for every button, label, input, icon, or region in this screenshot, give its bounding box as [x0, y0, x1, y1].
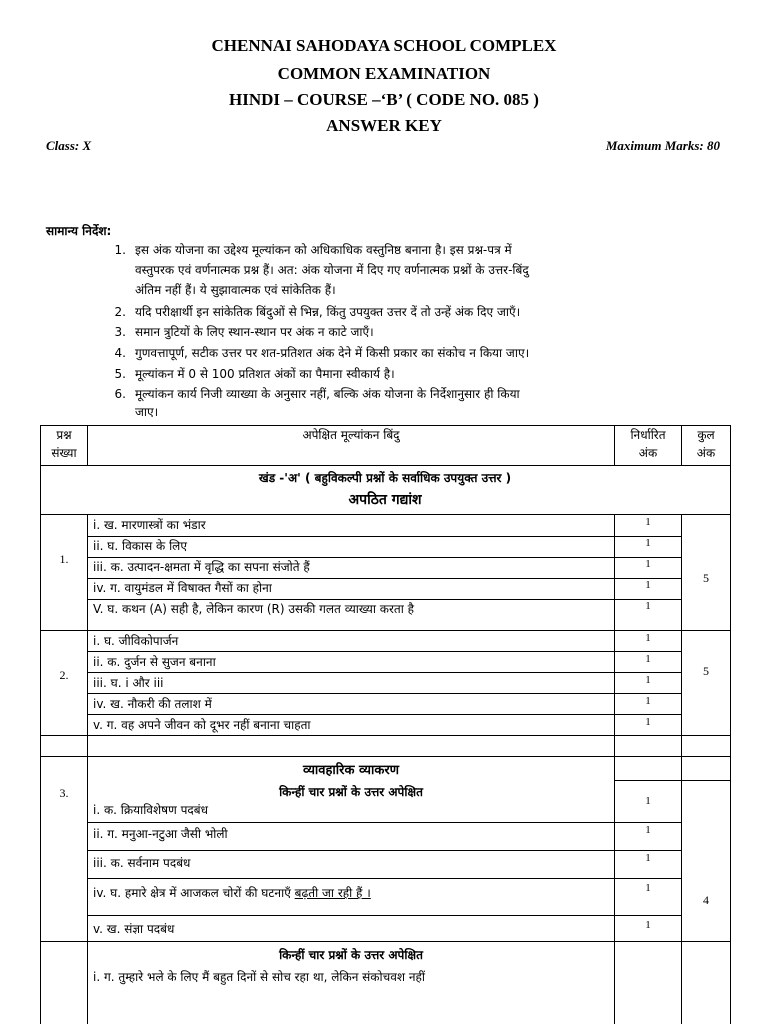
header-total-line1: कुल [697, 428, 715, 442]
header-question-line1: प्रश्न [56, 428, 72, 442]
header-assigned-marks [615, 428, 681, 461]
question-number-2: 2. [59, 668, 69, 682]
instruction-number: 4. [114, 346, 126, 360]
q2-total-marks: 5 [703, 664, 709, 678]
q3-mark: 1 [645, 882, 651, 894]
header-question-number [40, 428, 88, 461]
header-question-line2: संख्या [51, 446, 77, 460]
q1-mark: 1 [645, 579, 651, 591]
q2-answer-row: iii. घ. i और iii [93, 676, 164, 690]
max-marks-label: Maximum Marks: 80 [605, 138, 720, 153]
instruction-text: मूल्यांकन में 0 से 100 प्रतिशत अंकों का पैमाना स्वीकार्य है। [135, 367, 395, 381]
q3-instruction: किन्हीं चार प्रश्नों के उत्तर अपेक्षित [279, 785, 423, 799]
header-marks-line2: अंक [638, 446, 658, 460]
instruction-text: वस्तुपरक एवं वर्णनात्मक प्रश्न हैं। अत: अंक योजना में दिए गए वर्णनात्मक प्रश्नों के उत्तर-बिंदु [135, 263, 529, 277]
q2-mark: 1 [645, 674, 651, 686]
q3-mark: 1 [645, 852, 651, 864]
q3-mark: 1 [645, 795, 651, 807]
instruction-text: मूल्यांकन कार्य निजी व्याख्या के अनुसार नहीं, बल्कि अंक योजना के निर्देशानुसार ही किया [135, 387, 520, 401]
instruction-number: 3. [114, 325, 126, 339]
question-number-3: 3. [59, 786, 69, 800]
instruction-text: इस अंक योजना का उद्देश्य मूल्यांकन को अधिकाधिक वस्तुनिष्ठ बनाना है। इस प्रश्न-पत्र में [135, 243, 512, 257]
instruction-text: जाए। [135, 405, 159, 419]
q1-answer-row: V. घ. कथन (A) सही है, लेकिन कारण (R) उसकी गलत व्याख्या करता है [93, 602, 415, 616]
instruction-number: 2. [114, 305, 126, 319]
header-total-line2: अंक [696, 446, 716, 460]
instruction-number: 6. [114, 387, 126, 401]
q1-mark: 1 [645, 558, 651, 570]
q3-row-underlined-text: बढ़ती जा रही हैं । [294, 886, 371, 900]
q3-mark: 1 [645, 824, 651, 836]
header-marks-line1: निर्धारित [630, 428, 666, 442]
q1-answer-row: iv. ग. वायुमंडल में विषाक्त गैसों का होना [93, 581, 272, 595]
q3-row-text: iv. घ. हमारे क्षेत्र में आजकल चोरों की घटनाएँ [93, 886, 295, 900]
q3-answer-row: i. क. क्रियाविशेषण पदबंध [93, 803, 208, 817]
q2-answer-row: ii. क. दुर्जन से सुजन बनाना [93, 655, 216, 669]
q2-answer-row: v. ग. वह अपने जीवन को दूभर नहीं बनाना चाहता [93, 718, 311, 732]
section-a-title: खंड -'अ' ( बहुविकल्पी प्रश्नों के सर्वाधिक उपयुक्त उत्तर ) [258, 471, 512, 485]
answer-key-title: ANSWER KEY [326, 116, 442, 135]
header-total-marks [682, 428, 730, 461]
practical-grammar-title: व्यावहारिक व्याकरण [302, 763, 400, 778]
class-label: Class: X [46, 138, 92, 153]
q2-mark: 1 [645, 695, 651, 707]
general-instructions-title: सामान्य निर्देश: [46, 224, 112, 238]
q1-mark: 1 [645, 537, 651, 549]
q4-instruction: किन्हीं चार प्रश्नों के उत्तर अपेक्षित [279, 948, 423, 962]
instruction-text: गुणवत्तापूर्ण, सटीक उत्तर पर शत-प्रतिशत अंक देने में किसी प्रकार का संकोच न किया जाए। [135, 346, 530, 360]
q1-answer-row: i. ख. मारणास्त्रों का भंडार [93, 518, 206, 532]
instruction-text: अंतिम नहीं हैं। ये सुझावात्मक एवं सांकेतिक हैं। [135, 283, 336, 297]
q4-answer-row: i. ग. तुम्हारे भले के लिए मैं बहुत दिनों से सोच रहा था, लेकिन संकोचवश नहीं [93, 970, 426, 984]
instruction-text: समान त्रुटियों के लिए स्थान-स्थान पर अंक न काटे जाएँ। [135, 325, 374, 339]
instruction-number: 1. [114, 243, 126, 257]
instruction-text: यदि परीक्षार्थी इन सांकेतिक बिंदुओं से भिन्न, किंतु उपयुक्त उत्तर दें तो उन्हें अंक दिए जाएँ। [135, 305, 521, 319]
question-number-1: 1. [59, 552, 69, 566]
q3-answer-row: ii. ग. मनुआ-नटुआ जैसी भोली [93, 827, 228, 841]
q2-mark: 1 [645, 653, 651, 665]
unseen-passage-title: अपठित गद्यांश [348, 492, 422, 508]
q1-answer-row: ii. घ. विकास के लिए [93, 539, 187, 553]
header-evaluation-points: अपेक्षित मूल्यांकन बिंदु [302, 428, 400, 442]
q3-total-marks: 4 [703, 893, 709, 907]
q1-mark: 1 [645, 516, 651, 528]
q2-mark: 1 [645, 716, 651, 728]
q2-answer-row: i. घ. जीविकोपार्जन [93, 634, 179, 648]
q1-mark: 1 [645, 600, 651, 612]
q2-answer-row: iv. ख. नौकरी की तलाश में [93, 697, 212, 711]
q1-total-marks: 5 [703, 571, 709, 585]
subject-title: HINDI – COURSE –‘B’ ( CODE NO. 085 ) [229, 90, 539, 109]
q1-answer-row: iii. क. उत्पादन-क्षमता में वृद्धि का सपना संजोते हैं [93, 560, 310, 574]
q3-answer-row: iii. क. सर्वनाम पदबंध [93, 856, 191, 870]
q2-mark: 1 [645, 632, 651, 644]
exam-title: COMMON EXAMINATION [277, 64, 491, 83]
q3-answer-row: v. ख. संज्ञा पदबंध [93, 922, 175, 936]
school-complex-title: CHENNAI SAHODAYA SCHOOL COMPLEX [211, 36, 557, 55]
q3-answer-row [93, 886, 371, 901]
q3-mark: 1 [645, 919, 651, 931]
instruction-number: 5. [114, 367, 126, 381]
